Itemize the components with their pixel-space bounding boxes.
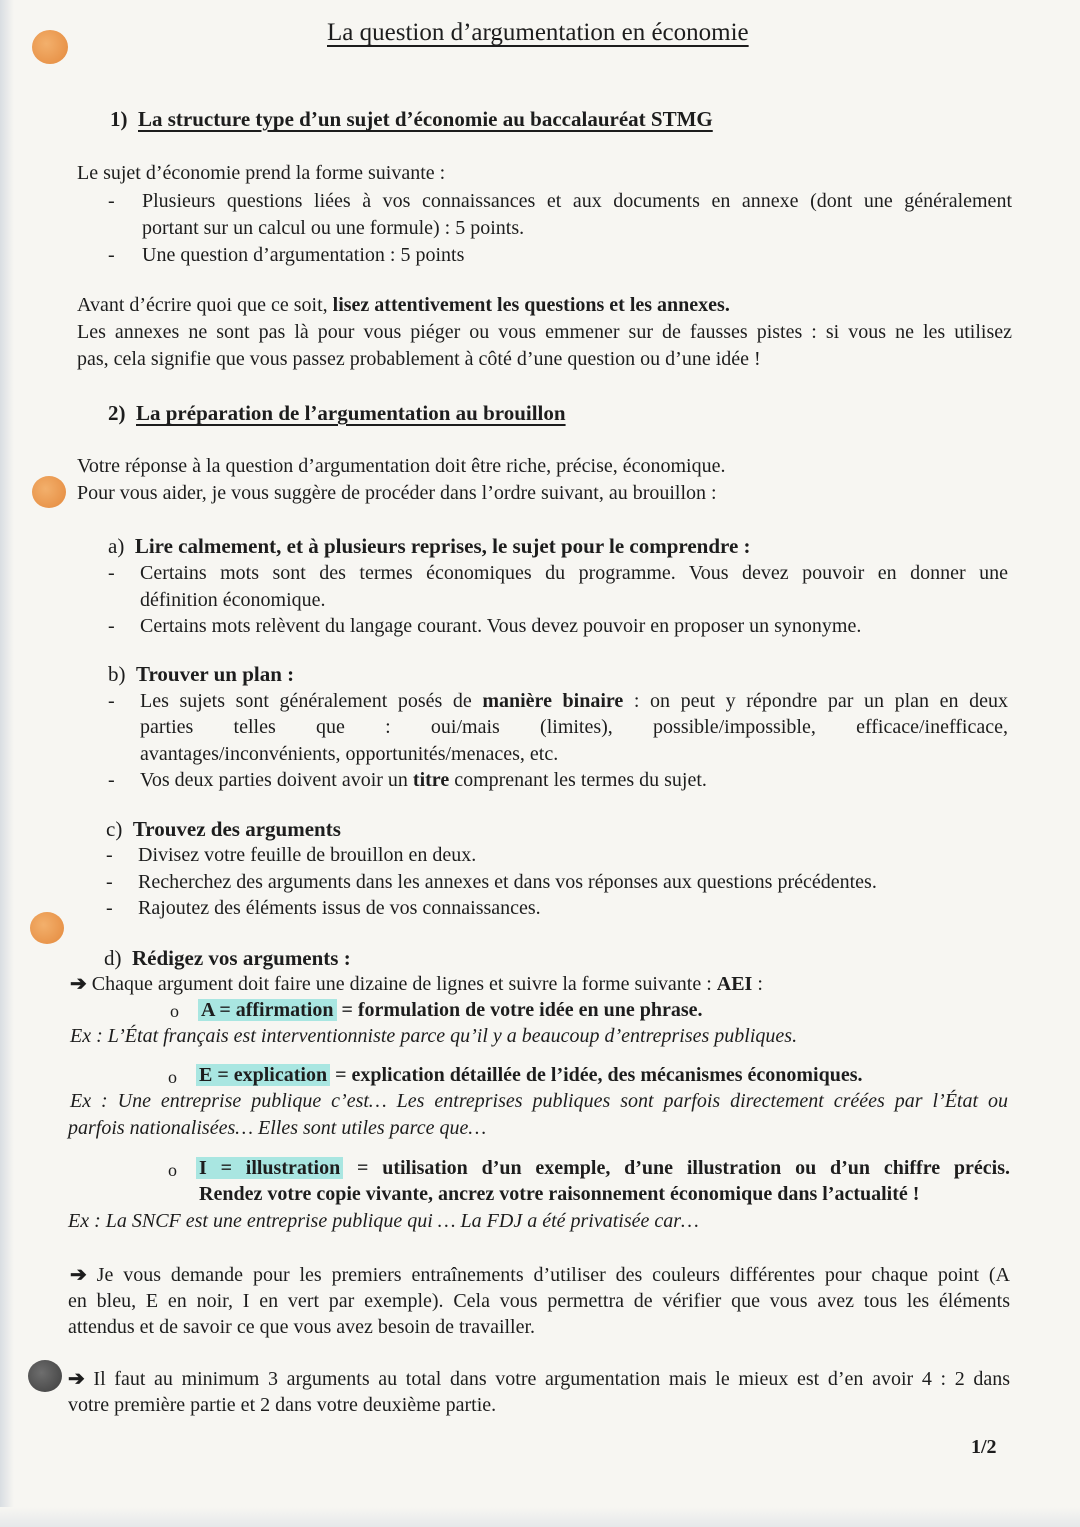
highlighted-key: I = illustration — [196, 1157, 343, 1179]
subsection-title: Lire calmement, et à plusieurs reprises, le sujet pour le comprendre : — [134, 534, 751, 558]
arrow-icon: ➔ — [68, 1368, 85, 1390]
text: : on peut y répondre par un plan en deux — [623, 690, 1008, 712]
circle-bullet-icon: o — [170, 1001, 179, 1021]
example-text: parfois nationalisées… Elles sont utiles parce que… — [68, 1117, 487, 1139]
subsection-label: d) — [104, 946, 122, 970]
section-title: La préparation de l’argumentation au brouillon — [136, 401, 566, 425]
list-dash: - — [106, 897, 113, 919]
note-paragraph — [70, 1262, 1010, 1288]
list-dash: - — [108, 615, 115, 637]
subsection-b-heading — [108, 661, 294, 687]
list-item: Divisez votre feuille de brouillon en deux. — [138, 844, 477, 866]
list-dash: - — [108, 190, 115, 212]
circle-bullet-icon: o — [168, 1067, 177, 1087]
punch-hole — [30, 912, 64, 944]
text: Avant d’écrire quoi que ce soit, — [77, 294, 333, 316]
subsection-label: c) — [106, 817, 123, 841]
paragraph: Votre réponse à la question d’argumentation doit être riche, précise, économique. — [77, 455, 726, 477]
paragraph: Pour vous aider, je vous suggère de procéder dans l’ordre suivant, au brouillon : — [77, 482, 717, 504]
highlighted-key: A = affirmation — [198, 999, 337, 1021]
subsection-title: Trouvez des arguments — [132, 817, 341, 841]
list-item: définition économique. — [140, 589, 326, 611]
bold-text: AEI — [716, 973, 753, 995]
page-edge-bottom — [0, 1507, 1080, 1527]
paragraph: pas, cela signifie que vous passez probablement à côté d’une question ou d’une idée ! — [77, 348, 761, 370]
text: : — [752, 973, 763, 995]
text: Il faut au minimum 3 arguments au total dans votre argumentation mais le mieux est d’en avoir 4 : 2 dans — [93, 1368, 1011, 1390]
list-item: Rajoutez des éléments issus de vos connaissances. — [138, 897, 541, 919]
text: = explication détaillée de l’idée, des mécanismes économiques. — [330, 1064, 863, 1086]
text: Je vous demande pour les premiers entraînements d’utiliser des couleurs différentes pour chaque point (A — [96, 1264, 1010, 1286]
list-dash: - — [108, 769, 115, 791]
paragraph: Le sujet d’économie prend la forme suivante : — [77, 162, 446, 184]
list-dash: - — [108, 562, 115, 584]
punch-hole — [32, 476, 66, 508]
aei-explication — [196, 1062, 863, 1088]
paragraph — [77, 292, 730, 318]
subsection-title: Trouver un plan : — [136, 662, 295, 686]
list-item — [140, 767, 707, 793]
punch-hole — [28, 1360, 62, 1392]
list-dash: - — [106, 871, 113, 893]
list-item: Certains mots sont des termes économiques du programme. Vous devez pouvoir en donner une — [140, 562, 1008, 584]
page-edge — [0, 0, 14, 1527]
example-text: Ex : L’État français est interventionniste parce qu’il y a beaucoup d’entreprises publiques. — [70, 1025, 798, 1047]
list-dash: - — [108, 690, 115, 712]
aei-affirmation — [198, 997, 703, 1023]
circle-bullet-icon: o — [168, 1160, 177, 1180]
text: Vos deux parties doivent avoir un — [140, 769, 413, 791]
list-dash: - — [108, 244, 115, 266]
subsection-d-heading — [104, 945, 351, 971]
subsection-label: b) — [108, 662, 126, 686]
example-text: Ex : Une entreprise publique c’est… Les entreprises publiques sont parfois directement créées par l’État ou — [70, 1090, 1008, 1112]
subsection-a-heading — [108, 533, 751, 559]
page-title: La question d’argumentation en économie — [327, 19, 749, 46]
bold-text: manière binaire — [482, 690, 624, 712]
list-item: parties telles que : oui/mais (limites), possible/impossible, efficace/inefficace, — [140, 716, 1008, 738]
paragraph: Les annexes ne sont pas là pour vous piéger ou vous emmener sur de fausses pistes : si vous ne les utilisez — [77, 321, 1012, 343]
note-paragraph: en bleu, E en noir, I en vert par exemple). Cela vous permettra de vérifier que vous avez tous les éléments — [68, 1290, 1010, 1312]
section-1-heading — [110, 106, 713, 132]
text: comprenant les termes du sujet. — [449, 769, 707, 791]
list-item: Recherchez des arguments dans les annexes et dans vos réponses aux questions précédentes. — [138, 871, 877, 893]
example-text: Ex : La SNCF est une entreprise publique qui … La FDJ a été privatisée car… — [68, 1210, 699, 1232]
subsection-label: a) — [108, 534, 125, 558]
page-number: 1/2 — [971, 1436, 997, 1458]
list-item: portant sur un calcul ou une formule) : 5 points. — [142, 217, 525, 239]
aei-illustration — [196, 1155, 1010, 1181]
note-paragraph: votre première partie et 2 dans votre deuxième partie. — [68, 1394, 497, 1416]
arrow-icon: ➔ — [70, 1264, 87, 1286]
section-2-heading — [108, 400, 566, 426]
bold-text: titre — [412, 769, 450, 791]
section-number: 2) — [108, 401, 126, 425]
text: Chaque argument doit faire une dizaine de lignes et suivre la forme suivante : — [91, 973, 717, 995]
note-paragraph: attendus et de savoir ce que vous avez besoin de travailler. — [68, 1316, 536, 1338]
highlighted-key: E = explication — [196, 1064, 330, 1086]
list-item: Plusieurs questions liées à vos connaissances et aux documents en annexe (dont une généralement — [142, 190, 1012, 212]
section-title: La structure type d’un sujet d’économie au baccalauréat STMG — [138, 107, 713, 131]
punch-hole — [32, 30, 68, 64]
subsection-c-heading — [106, 816, 341, 842]
list-item: Certains mots relèvent du langage courant. Vous devez pouvoir en proposer un synonyme. — [140, 615, 862, 637]
text: Les sujets sont généralement posés de — [140, 690, 483, 712]
bold-text: lisez attentivement les questions et les annexes. — [332, 294, 730, 316]
list-item: avantages/inconvénients, opportunités/menaces, etc. — [140, 743, 559, 765]
note-paragraph — [68, 1366, 1010, 1392]
text: = formulation de votre idée en une phrase. — [336, 999, 703, 1021]
list-dash: - — [106, 844, 113, 866]
section-number: 1) — [110, 107, 128, 131]
subsection-title: Rédigez vos arguments : — [132, 946, 351, 970]
paragraph — [70, 971, 763, 997]
text: = utilisation d’un exemple, d’une illustration ou d’un chiffre précis. — [343, 1157, 1010, 1179]
list-item — [140, 688, 1008, 714]
arrow-icon: ➔ — [70, 973, 87, 995]
aei-illustration-note: Rendez votre copie vivante, ancrez votre raisonnement économique dans l’actualité ! — [199, 1183, 920, 1205]
list-item: Une question d’argumentation : 5 points — [142, 244, 465, 266]
